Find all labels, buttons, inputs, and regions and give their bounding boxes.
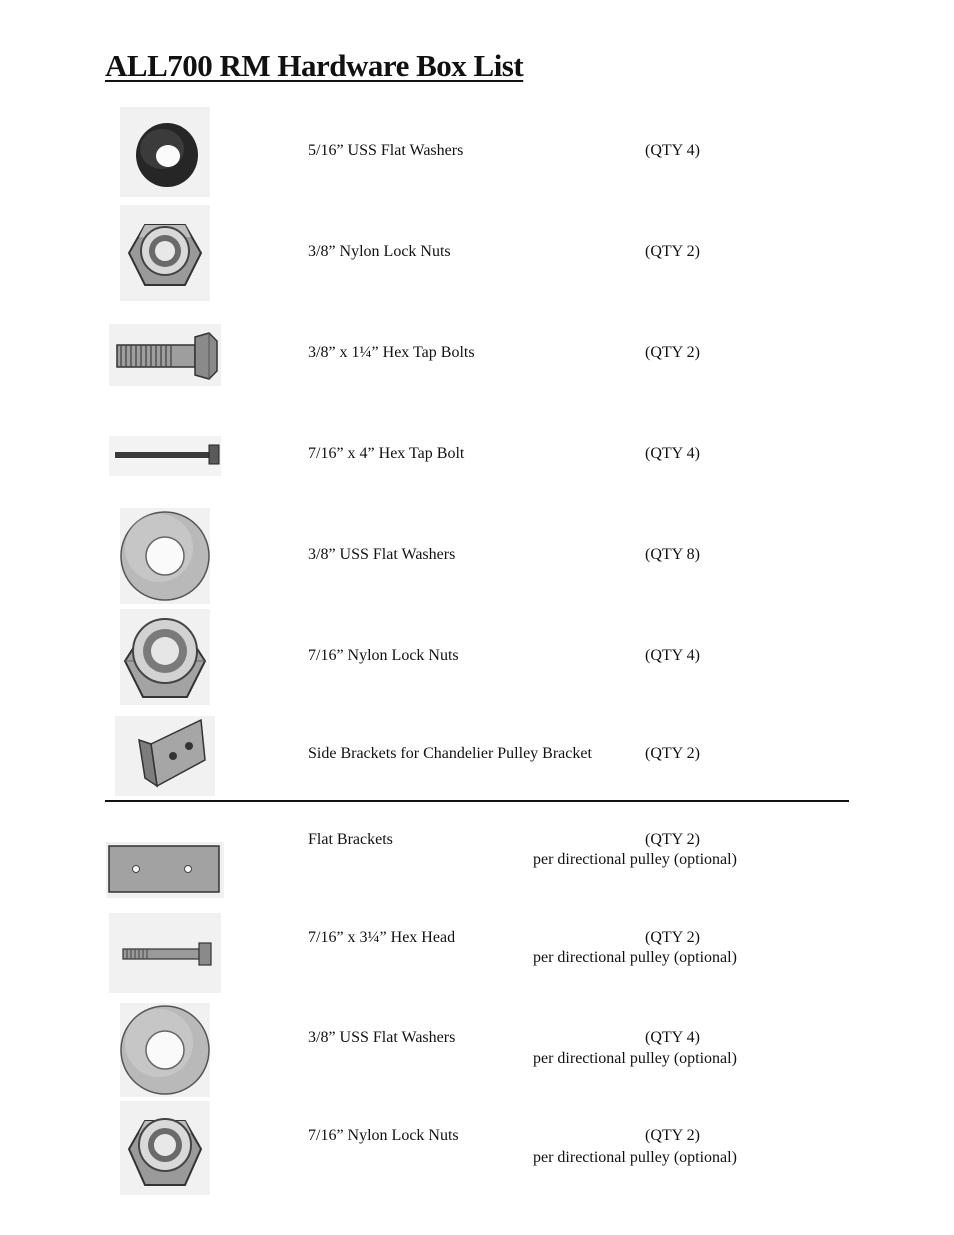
item-qty: (QTY 2) [645,745,700,762]
angle-bracket-icon [105,708,225,804]
item-note: per directional pulley (optional) [533,851,737,868]
item-name: 3/8” x 1¼” Hex Tap Bolts [308,344,475,361]
list-item [0,304,954,404]
item-name: 5/16” USS Flat Washers [308,142,464,159]
small-flat-washer-icon [105,104,225,200]
item-note: per directional pulley (optional) [533,1050,737,1067]
item-qty: (QTY 4) [645,142,700,159]
item-qty: (QTY 2) [645,831,700,848]
item-qty: (QTY 8) [645,546,700,563]
item-name: 3/8” Nylon Lock Nuts [308,243,451,260]
hex-head-bolt-icon [105,905,225,1001]
flat-washer-icon [105,1002,225,1098]
list-item [0,1100,954,1200]
list-item [0,903,954,1003]
list-item [0,203,954,303]
list-item [0,506,954,606]
list-item [0,706,954,806]
list-item [0,1002,954,1102]
short-hex-bolt-icon [105,306,225,402]
item-name: Flat Brackets [308,831,393,848]
nylon-lock-nut-icon [105,205,225,301]
nylon-lock-nut-icon [105,1100,225,1196]
item-name: 7/16” Nylon Lock Nuts [308,647,459,664]
flat-washer-icon [105,508,225,604]
item-name: 3/8” USS Flat Washers [308,546,456,563]
long-hex-bolt-icon [105,407,225,503]
item-note: per directional pulley (optional) [533,949,737,966]
item-qty: (QTY 2) [645,929,700,946]
item-name: Side Brackets for Chandelier Pulley Bracket [308,745,592,762]
list-item [0,102,954,202]
page-title: ALL700 RM Hardware Box List [105,48,524,83]
item-qty: (QTY 2) [645,344,700,361]
section-divider [105,800,849,802]
item-qty: (QTY 4) [645,647,700,664]
item-note: per directional pulley (optional) [533,1149,737,1166]
item-qty: (QTY 4) [645,1029,700,1046]
item-name: 7/16” x 4” Hex Tap Bolt [308,445,465,462]
item-qty: (QTY 2) [645,1127,700,1144]
nylon-lock-nut-icon [105,609,225,705]
item-qty: (QTY 4) [645,445,700,462]
list-item [0,405,954,505]
item-name: 3/8” USS Flat Washers [308,1029,456,1046]
item-name: 7/16” x 3¼” Hex Head [308,929,456,946]
list-item [0,607,954,707]
item-qty: (QTY 2) [645,243,700,260]
item-name: 7/16” Nylon Lock Nuts [308,1127,459,1144]
